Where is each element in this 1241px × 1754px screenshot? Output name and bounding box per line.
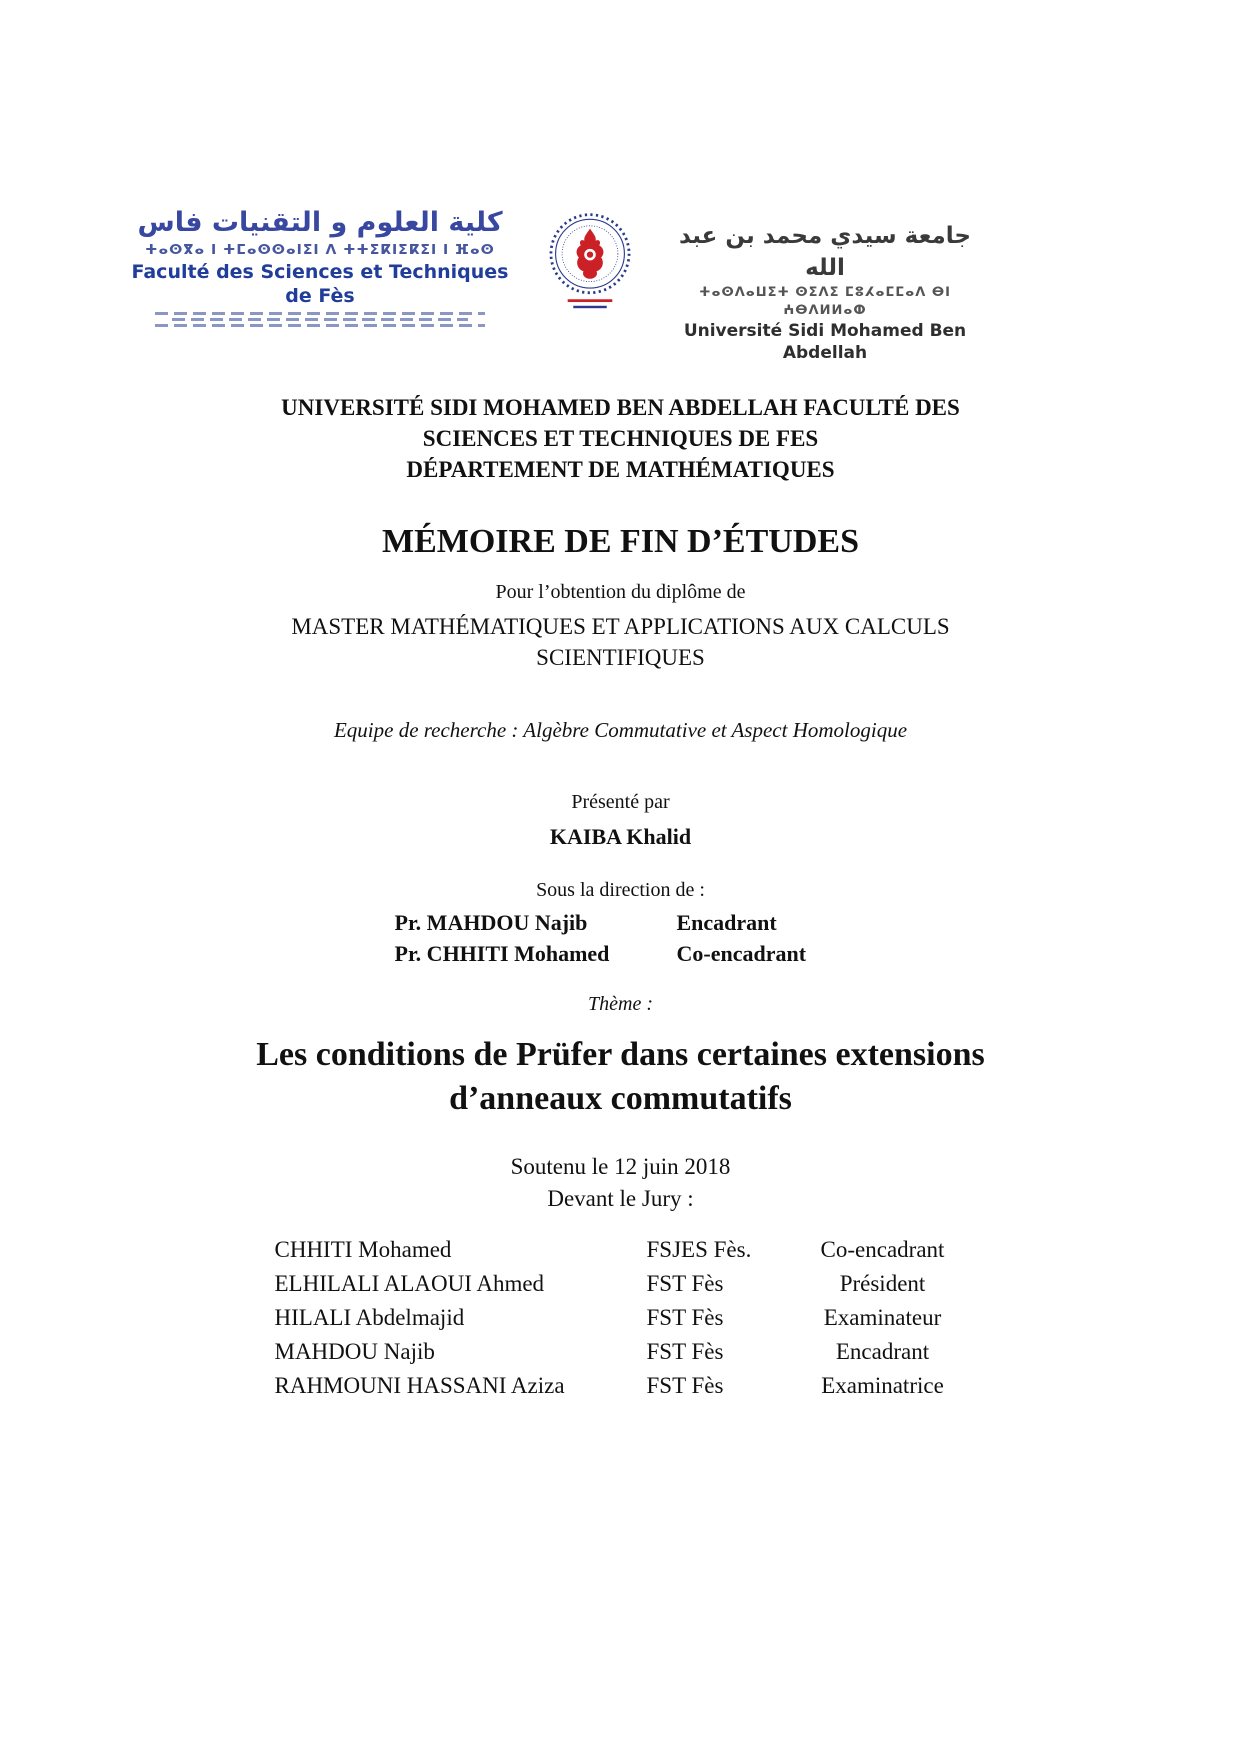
supervisor-name: Pr. CHHITI Mohamed	[394, 941, 610, 966]
fst-logo-french-text: Faculté des Sciences et Techniques de Fès	[131, 261, 509, 307]
header-logos	[124, 206, 986, 364]
usmba-logo-french-text: Université Sidi Mohamed Ben Abdellah	[683, 321, 967, 363]
jury-member-institution: FST Fès	[646, 1373, 724, 1398]
supervisor-role: Co-encadrant	[676, 941, 807, 966]
supervisors-block	[395, 907, 847, 969]
fst-logo-arabic-text: كلية العلوم و التقنيات فاس	[137, 207, 503, 238]
jury-member-role: Examinatrice	[821, 1373, 944, 1398]
master-program	[141, 611, 1101, 673]
usmba-logo-tifinagh-text: ⵜⴰⵙⴷⴰⵡⵉⵜ ⵙⵉⴷⵉ ⵎⵓⵃⴰⵎⵎⴰⴷ ⴱⵏ ⵄⴱⴷⵍⵍⴰⵀ	[699, 285, 951, 318]
decorative-line	[155, 324, 485, 327]
thesis-title-line: Les conditions de Prüfer dans certaines extensions	[256, 1036, 985, 1073]
supervisor-row	[395, 907, 847, 938]
jury-row	[275, 1233, 967, 1267]
jury-member-name: RAHMOUNI HASSANI Aziza	[274, 1373, 565, 1398]
decorative-line	[155, 312, 485, 315]
jury-member-institution: FST Fès	[646, 1305, 724, 1330]
fst-logo-tifinagh-text: ⵜⴰⵙⴳⴰ ⵏ ⵜⵎⴰⵙⵙⴰⵏⵉⵏ ⴷ ⵜⵜⵉⴽⵏⵉⴽⵉⵏ ⵏ ⴼⴰⵙ	[145, 242, 495, 258]
jury-member-institution: FST Fès	[646, 1271, 724, 1296]
theme-label: Thème :	[588, 993, 653, 1015]
university-seal-icon	[548, 206, 632, 321]
presented-by-label: Présenté par	[571, 791, 670, 813]
institution-heading	[141, 392, 1101, 485]
thesis-title	[141, 1033, 1101, 1121]
jury-member-role: Examinateur	[823, 1305, 942, 1330]
fst-logo-decorative-lines	[124, 312, 516, 327]
jury-label: Devant le Jury :	[547, 1186, 694, 1211]
jury-member-name: CHHITI Mohamed	[274, 1237, 452, 1262]
jury-row	[275, 1335, 967, 1369]
supervisor-name: Pr. MAHDOU Najib	[394, 910, 588, 935]
supervision-label: Sous la direction de :	[536, 879, 705, 901]
document-body	[141, 392, 1101, 1403]
jury-member-role: Président	[839, 1271, 926, 1296]
jury-member-institution: FSJES Fès.	[646, 1237, 752, 1262]
supervisor-row	[395, 938, 847, 969]
master-program-line: MASTER MATHÉMATIQUES ET APPLICATIONS AUX CALCULS	[291, 614, 950, 639]
jury-member-name: MAHDOU Najib	[274, 1339, 435, 1364]
master-program-line: SCIENTIFIQUES	[536, 645, 705, 670]
usmba-logo	[664, 206, 986, 364]
usmba-logo-arabic-text: جامعة سيدي محمد بن عبد الله	[678, 223, 972, 281]
defense-date: Soutenu le 12 juin 2018	[510, 1154, 731, 1179]
jury-member-institution: FST Fès	[646, 1339, 724, 1364]
institution-line: SCIENCES ET TECHNIQUES DE FES	[422, 426, 819, 451]
jury-member-name: HILALI Abdelmajid	[274, 1305, 465, 1330]
jury-member-role: Encadrant	[835, 1339, 930, 1364]
jury-member-name: ELHILALI ALAOUI Ahmed	[274, 1271, 545, 1296]
institution-line: UNIVERSITÉ SIDI MOHAMED BEN ABDELLAH FACULTÉ DES	[281, 395, 960, 420]
jury-table	[275, 1233, 967, 1403]
fst-fes-logo	[124, 206, 516, 330]
institution-line: DÉPARTEMENT DE MATHÉMATIQUES	[406, 457, 835, 482]
research-team: Equipe de recherche : Algèbre Commutative et Aspect Homologique	[333, 718, 908, 742]
memoire-title: MÉMOIRE DE FIN D’ÉTUDES	[382, 523, 859, 560]
supervisor-role: Encadrant	[676, 910, 777, 935]
jury-member-role: Co-encadrant	[820, 1237, 945, 1262]
thesis-title-line: d’anneaux commutatifs	[449, 1080, 792, 1117]
decorative-line	[172, 318, 468, 321]
author-name: KAIBA Khalid	[549, 824, 692, 849]
jury-row	[275, 1301, 967, 1335]
jury-row	[275, 1267, 967, 1301]
diploma-intro: Pour l’obtention du diplôme de	[495, 581, 746, 603]
jury-row	[275, 1369, 967, 1403]
